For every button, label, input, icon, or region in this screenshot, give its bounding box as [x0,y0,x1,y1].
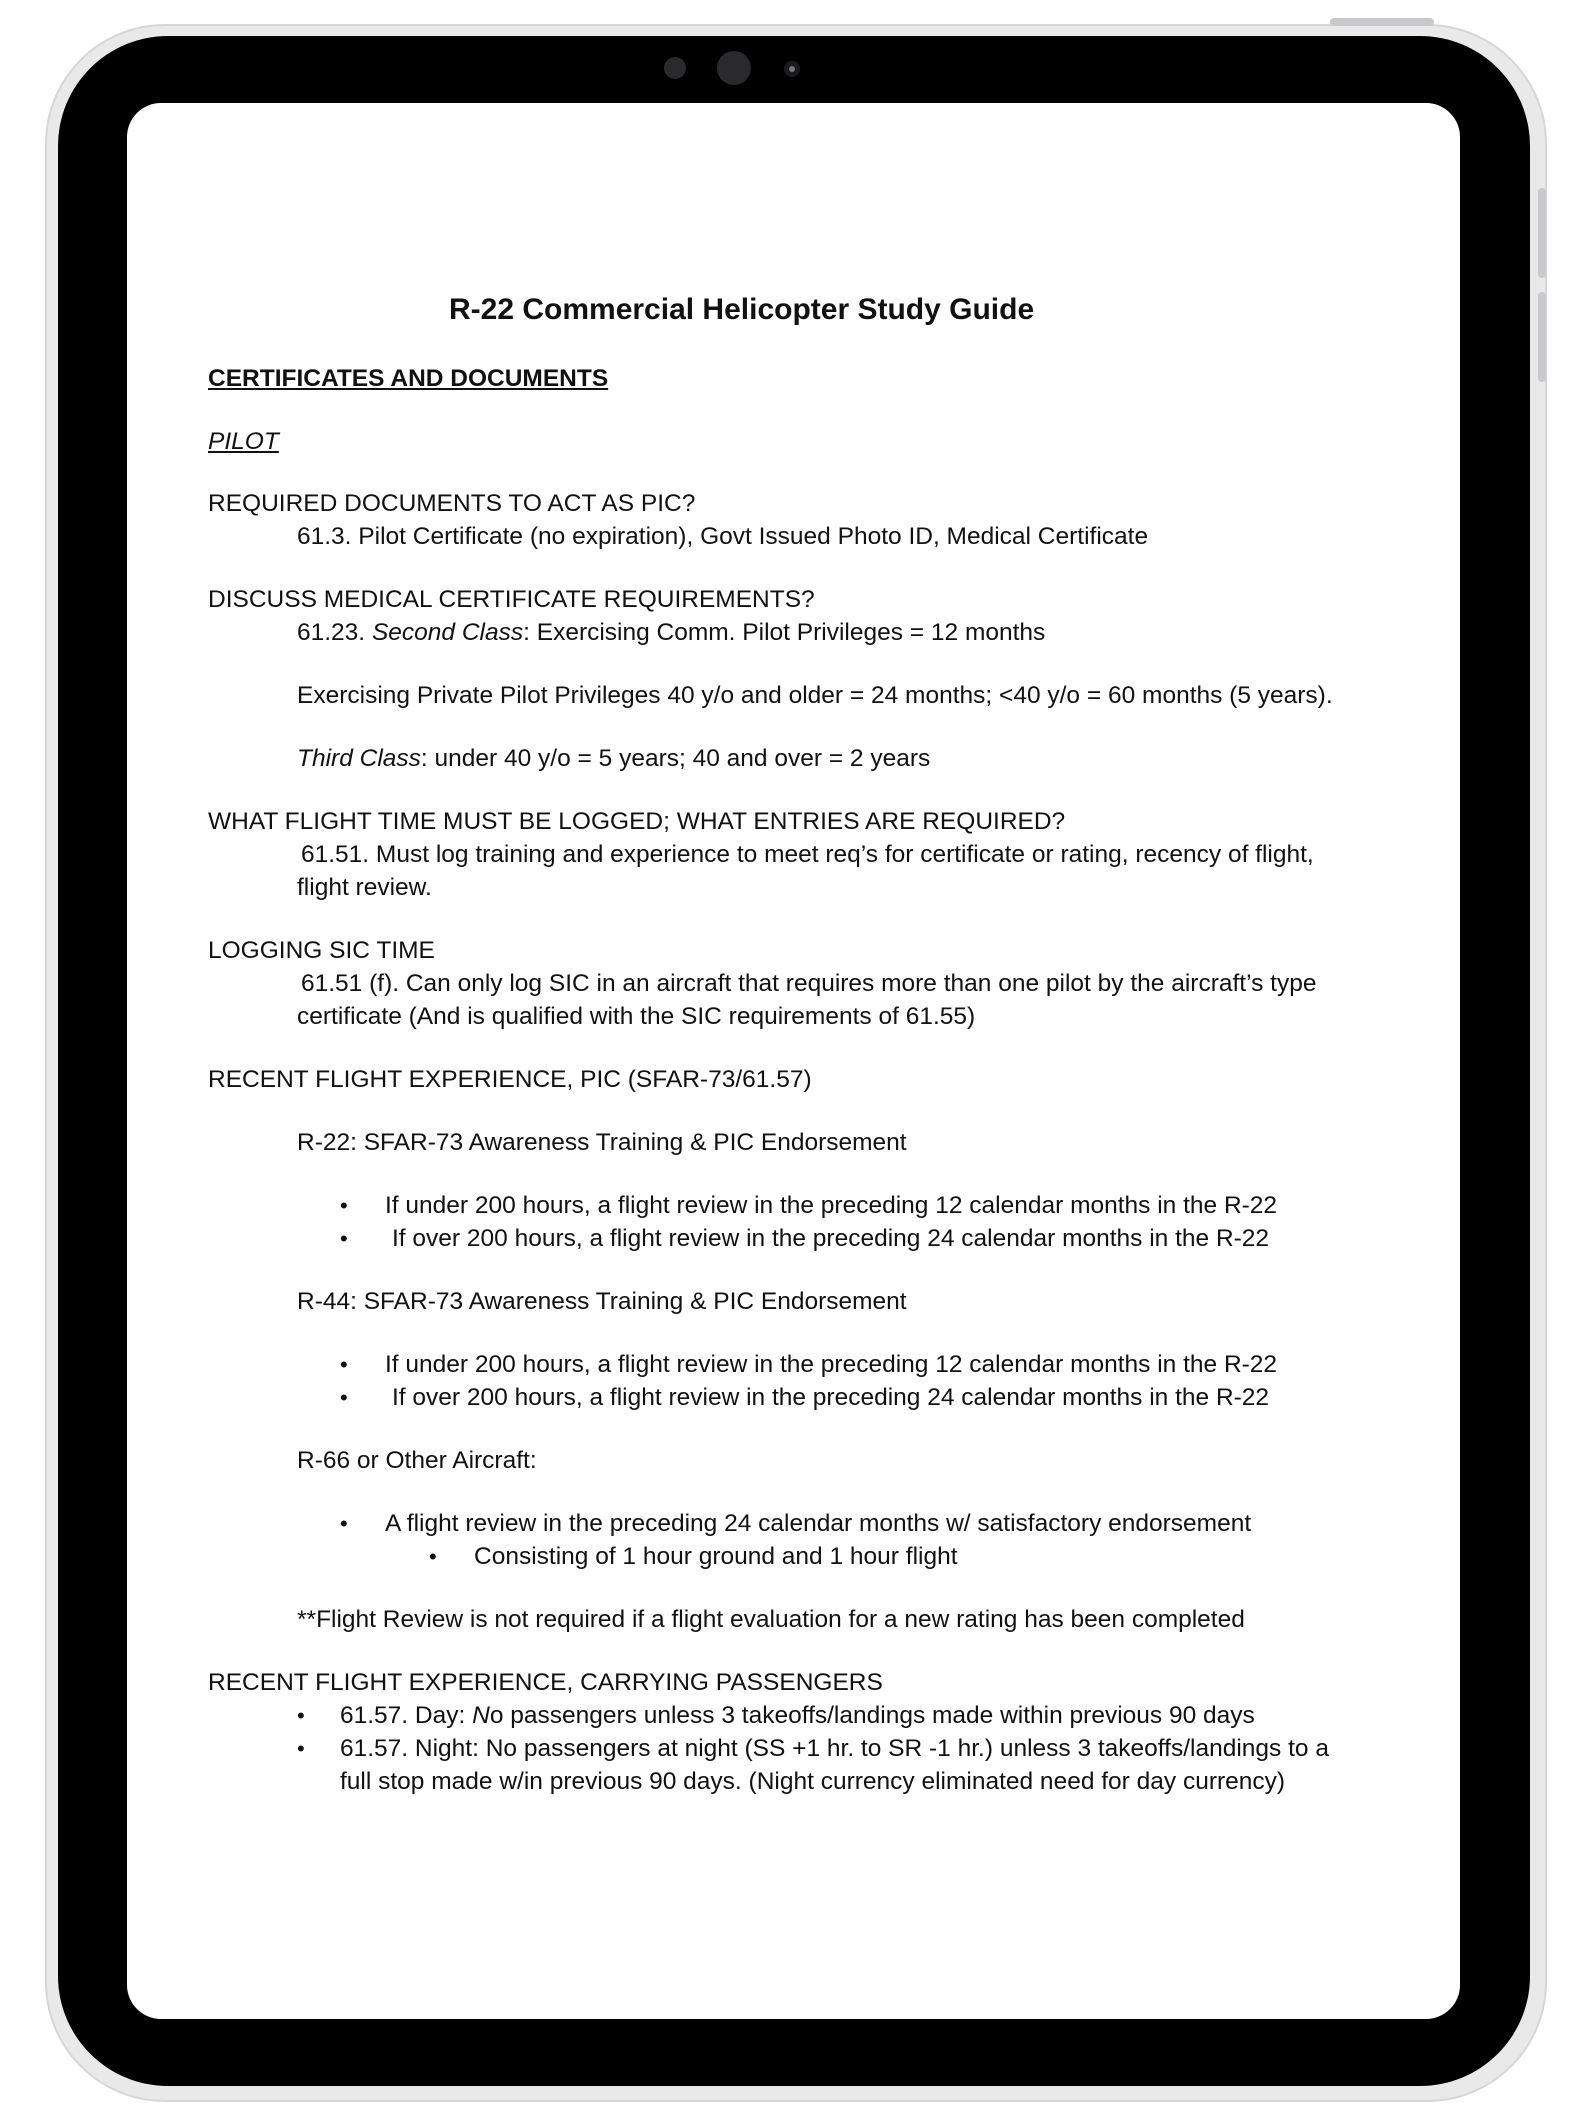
answer-sic-line1: 61.51 (f). Can only log SIC in an aircraft that requires more than one pilot by the aircraft’s type [301,970,1317,997]
answer-flight-time-line2: flight review. [297,874,432,901]
r66-heading: R-66 or Other Aircraft: [297,1447,537,1474]
r44-bullet-1: If under 200 hours, a flight review in the preceding 12 calendar months in the R-22 [385,1351,1278,1378]
bullet-italic: N [472,1702,490,1729]
power-button [1330,18,1434,26]
section-heading: CERTIFICATES AND DOCUMENTS [208,365,609,392]
answer-medical-second-class [297,616,1045,649]
volume-up-button [1538,188,1546,278]
answer-medical-private: Exercising Private Pilot Privileges 40 y/o and older = 24 months; <40 y/o = 60 months (5 years). [297,682,1333,709]
answer-prefix: 61.23. [297,619,372,646]
passenger-bullet-day [340,1699,1255,1732]
tablet-screen[interactable] [127,103,1460,2019]
bullet-icon: • [340,1511,348,1536]
r44-heading: R-44: SFAR-73 Awareness Training & PIC Endorsement [297,1288,907,1315]
answer-rest: : Exercising Comm. Pilot Privileges = 12 months [523,619,1046,646]
answer-italic: Third Class [297,745,421,772]
document-title: R-22 Commercial Helicopter Study Guide [449,293,1035,326]
answer-italic: Second Class [371,619,524,646]
r22-bullet-2: If over 200 hours, a flight review in the preceding 24 calendar months in the R-22 [392,1225,1270,1252]
passenger-bullet-night-line2: full stop made w/in previous 90 days. (Night currency eliminated need for day currency) [340,1768,1286,1795]
bullet-icon: • [297,1703,305,1728]
bullet-rest: o passengers unless 3 takeoffs/landings made within previous 90 days [489,1702,1255,1729]
r44-bullet-2: If over 200 hours, a flight review in the preceding 24 calendar months in the R-22 [392,1384,1270,1411]
question-passengers: RECENT FLIGHT EXPERIENCE, CARRYING PASSENGERS [208,1669,883,1696]
question-recent-pic: RECENT FLIGHT EXPERIENCE, PIC (SFAR-73/61.57) [208,1066,812,1093]
sub-bullet-icon: • [429,1544,437,1569]
answer-flight-time-line1: 61.51. Must log training and experience to meet req’s for certificate or rating, recency of flight, [301,841,1314,868]
question-medical: DISCUSS MEDICAL CERTIFICATE REQUIREMENTS? [208,586,815,613]
camera-icon [717,51,751,85]
bullet-icon: • [297,1736,305,1761]
passenger-bullet-night-line1: 61.57. Night: No passengers at night (SS +1 hr. to SR -1 hr.) unless 3 takeoffs/landings to a [340,1735,1329,1762]
bullet-prefix: 61.57. Day: [340,1702,473,1729]
r22-bullet-1: If under 200 hours, a flight review in the preceding 12 calendar months in the R-22 [385,1192,1278,1219]
flight-review-note: **Flight Review is not required if a flight evaluation for a new rating has been completed [297,1606,1245,1633]
bullet-icon: • [340,1226,348,1251]
subsection-heading: PILOT [208,428,279,455]
answer-sic-line2: certificate (And is qualified with the SIC requirements of 61.55) [297,1003,976,1030]
question-sic: LOGGING SIC TIME [208,937,435,964]
r22-heading: R-22: SFAR-73 Awareness Training & PIC Endorsement [297,1129,907,1156]
bullet-icon: • [340,1352,348,1377]
volume-down-button [1538,292,1546,382]
bullet-icon: • [340,1193,348,1218]
answer-medical-third-class [297,742,930,775]
r66-bullet-1: A flight review in the preceding 24 calendar months w/ satisfactory endorsement [385,1510,1252,1537]
r66-sub-bullet: Consisting of 1 hour ground and 1 hour flight [474,1543,958,1570]
answer-documents: 61.3. Pilot Certificate (no expiration), Govt Issued Photo ID, Medical Certificate [297,523,1149,550]
sensor-icon [664,57,686,79]
question-flight-time: WHAT FLIGHT TIME MUST BE LOGGED; WHAT ENTRIES ARE REQUIRED? [208,808,1066,835]
bullet-icon: • [340,1385,348,1410]
question-documents: REQUIRED DOCUMENTS TO ACT AS PIC? [208,490,696,517]
answer-rest: : under 40 y/o = 5 years; 40 and over = 2 years [420,745,931,772]
document-page [127,103,1460,2019]
lens-icon [784,61,800,77]
